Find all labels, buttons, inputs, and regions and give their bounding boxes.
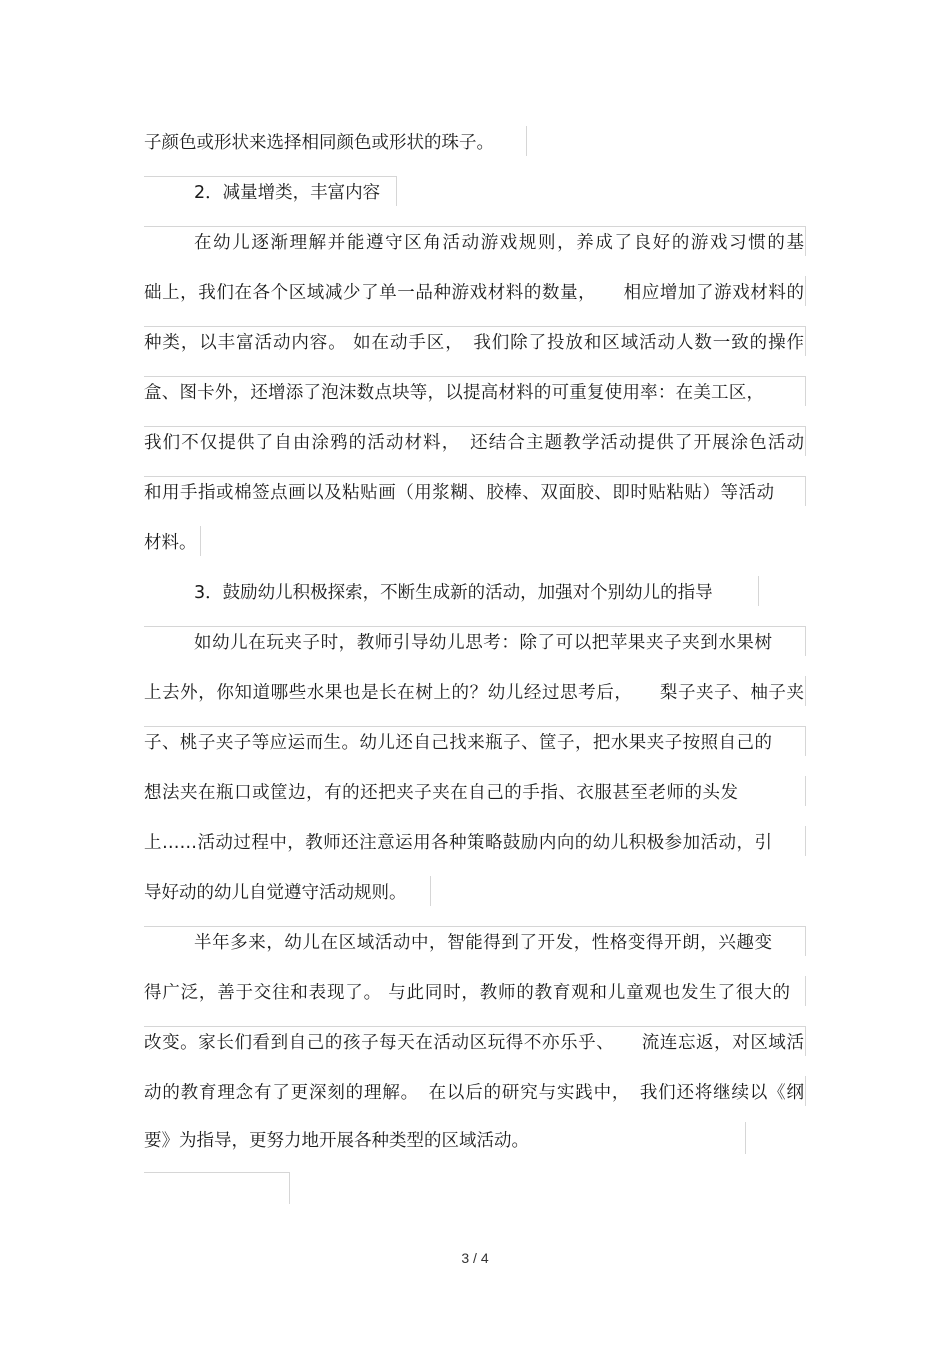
body-line: 上去外，你知道哪些水果也是长在树上的？幼儿经过思考后， 梨子夹子、柚子夹 [144,683,804,703]
scan-rule [805,276,806,306]
scan-rule [745,1122,746,1154]
body-line: 础上，我们在各个区域减少了单一品种游戏材料的数量， 相应增加了游戏材料的 [144,283,804,303]
scan-rule [805,1026,806,1056]
body-line: 半年多来，幼儿在区域活动中，智能得到了开发，性格变得开朗，兴趣变 [194,933,772,953]
scan-rule [805,1076,806,1106]
scan-rule [144,476,806,477]
body-line: 动的教育理念有了更深刻的理解。 在以后的研究与实践中， 我们还将继续以《纲 [144,1083,804,1103]
scan-rule [805,426,806,456]
scan-rule [200,526,201,556]
body-line: 得广泛，善于交往和表现了。 与此同时，教师的教育观和儿童观也发生了很大的 [144,983,790,1003]
scan-rule [144,426,806,427]
section-heading: 2．减量增类，丰富内容 [194,183,381,203]
body-line: 种类，以丰富活动内容。 如在动手区， 我们除了投放和区域活动人数一致的操作 [144,333,804,353]
body-line: 导好动的幼儿自觉遵守活动规则。 [144,883,407,903]
body-line: 我们不仅提供了自由涂鸦的活动材料， 还结合主题教学活动提供了开展涂色活动 [144,433,804,453]
body-line: 子颜色或形状来选择相同颜色或形状的珠子。 [144,133,494,153]
scan-rule [144,326,806,327]
scan-rule [144,626,806,627]
body-line: 材料。 [144,533,197,553]
scan-rule [805,626,806,656]
scan-rule [396,176,397,206]
body-line: 子、桃子夹子等应运而生。幼儿还自己找来瓶子、筐子，把水果夹子按照自己的 [144,733,772,753]
scan-rule [805,476,806,506]
scan-rule [144,226,806,227]
section-heading: 3．鼓励幼儿积极探索，不断生成新的活动，加强对个别幼儿的指导 [194,583,713,603]
body-line: 上……活动过程中，教师还注意运用各种策略鼓励内向的幼儿积极参加活动，引 [144,833,772,853]
scan-rule [144,726,806,727]
scan-rule [144,926,806,927]
page-number: 3 / 4 [461,1250,489,1266]
scan-rule [805,326,806,356]
body-line: 盒、图卡外，还增添了泡沫数点块等，以提高材料的可重复使用率：在美工区， [144,383,764,403]
scan-rule [805,376,806,406]
scan-rule [805,726,806,756]
body-line: 和用手指或棉签点画以及粘贴画（用浆糊、胶棒、双面胶、即时贴粘贴）等活动 [144,483,774,503]
scan-rule [805,676,806,706]
scan-rule [144,1172,290,1173]
body-line: 如幼儿在玩夹子时，教师引导幼儿思考：除了可以把苹果夹子夹到水果树 [194,633,772,653]
scan-rule [144,376,806,377]
scan-rule [805,926,806,956]
scan-rule [805,826,806,856]
body-line: 要》为指导，更努力地开展各种类型的区域活动。 [144,1131,529,1151]
scan-rule [805,776,806,806]
scan-rule [758,576,759,606]
scan-rule [289,1172,290,1204]
body-line: 想法夹在瓶口或筐边，有的还把夹子夹在自己的手指、衣服甚至老师的头发 [144,783,738,803]
body-line: 改变。家长们看到自己的孩子每天在活动区玩得不亦乐乎、 流连忘返，对区域活 [144,1033,804,1053]
scan-rule [144,176,396,177]
scan-rule [144,1026,806,1027]
scan-rule [430,876,431,906]
scan-rule [805,976,806,1006]
scan-rule [526,126,527,156]
body-line: 在幼儿逐渐理解并能遵守区角活动游戏规则，养成了良好的游戏习惯的基 [194,233,804,253]
scan-rule [805,226,806,256]
